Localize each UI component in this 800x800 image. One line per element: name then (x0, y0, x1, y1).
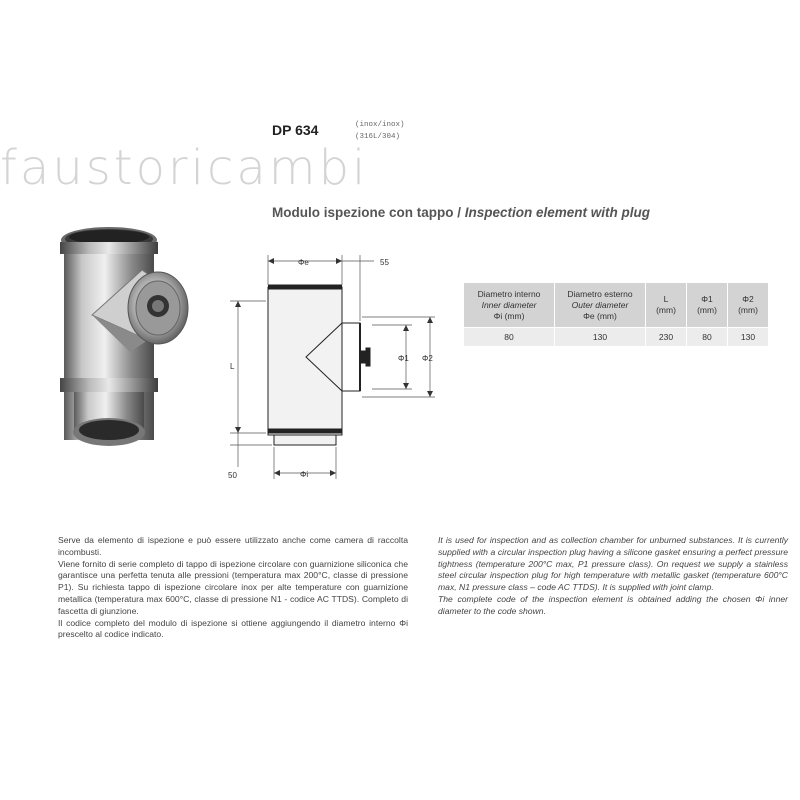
watermark-text: faustoricambi (0, 140, 369, 196)
col-header-line: Φ1 (701, 294, 713, 304)
page-title (272, 205, 650, 220)
cell-length: 230 (646, 328, 687, 347)
col-length (646, 283, 687, 328)
col-header-line: (mm) (697, 305, 717, 315)
dim-phi-e: Φe (298, 258, 309, 267)
cell-phi2: 130 (728, 328, 769, 347)
col-inner-diameter (464, 283, 555, 328)
paragraph: Il codice completo del modulo di ispezione si ottiene aggiungendo il diametro interno Φi prescelto al codice indicato. (58, 617, 408, 640)
product-code: DP 634 (272, 122, 319, 138)
title-english: Inspection element with plug (464, 205, 651, 220)
paragraph: Serve da elemento di ispezione e può essere utilizzato anche come camera di raccolta incombusti. (58, 535, 408, 557)
paragraph: It is used for inspection and as collection chamber for unburned substances. It is currently supplied with a circular inspection plug having a silicone gasket ensuring a perfect pressure tightness (temperature 200°C max, P1 pressure class). On request we supply a stainless steel circular inspection plug for high temperature with metallic gasket (temperature 600°C max, N1 pressure class – code AC TTDS). It is supplied with joint clamp. (438, 535, 788, 593)
product-render-image (30, 220, 210, 480)
description-italian (58, 535, 408, 641)
cell-phi1: 80 (687, 328, 728, 347)
table-row (464, 328, 769, 347)
paragraph: The complete code of the inspection element is obtained adding the chosen Φi inner diameter to the code shown. (438, 593, 788, 616)
paragraph: Viene fornito di serie completo di tappo di ispezione circolare con guarnizione siliconica che garantisce una perfetta tenuta alle pressioni (temperatura max 200°C, classe di pressione P1). Su richiesta tappo di ispezione circolare inox per alte temperature con guarnizione metallica (temperatura max 600°C, classe di pressione N1 - codice AC TTDS). Completo di fascetta di giunzione. (58, 558, 408, 616)
technical-drawing (220, 245, 450, 485)
col-header-line: Φ2 (742, 294, 754, 304)
col-header-line: Inner diameter (481, 299, 537, 310)
col-phi1 (687, 283, 728, 328)
title-separator: / (453, 205, 465, 220)
col-header-line: Φi (mm) (493, 310, 525, 321)
cell-inner-diameter: 80 (464, 328, 555, 347)
col-header-line: Φe (mm) (583, 310, 617, 321)
col-phi2 (728, 283, 769, 328)
cell-outer-diameter: 130 (555, 328, 646, 347)
description-english (438, 535, 788, 618)
dim-55: 55 (380, 258, 389, 267)
dim-L: L (230, 362, 235, 371)
col-header-line: (mm) (656, 305, 676, 315)
col-header-line: L (663, 294, 669, 304)
dim-phi2: Φ2 (422, 354, 433, 363)
dim-50: 50 (228, 471, 237, 480)
col-header-line: (mm) (738, 305, 758, 315)
spec-table (464, 283, 769, 346)
material-line-2: (316L/304) (355, 133, 401, 141)
col-header-line: Outer diameter (571, 299, 629, 310)
title-italian: Modulo ispezione con tappo (272, 205, 454, 220)
material-line-1: (inox/inox) (355, 121, 405, 129)
col-outer-diameter (555, 283, 646, 328)
col-header-line: Diametro esterno (567, 288, 633, 299)
spec-table-header-row (464, 283, 769, 328)
dim-phi-i: Φi (300, 470, 309, 479)
col-header-line: Diametro interno (477, 288, 541, 299)
dim-phi1: Φ1 (398, 354, 409, 363)
